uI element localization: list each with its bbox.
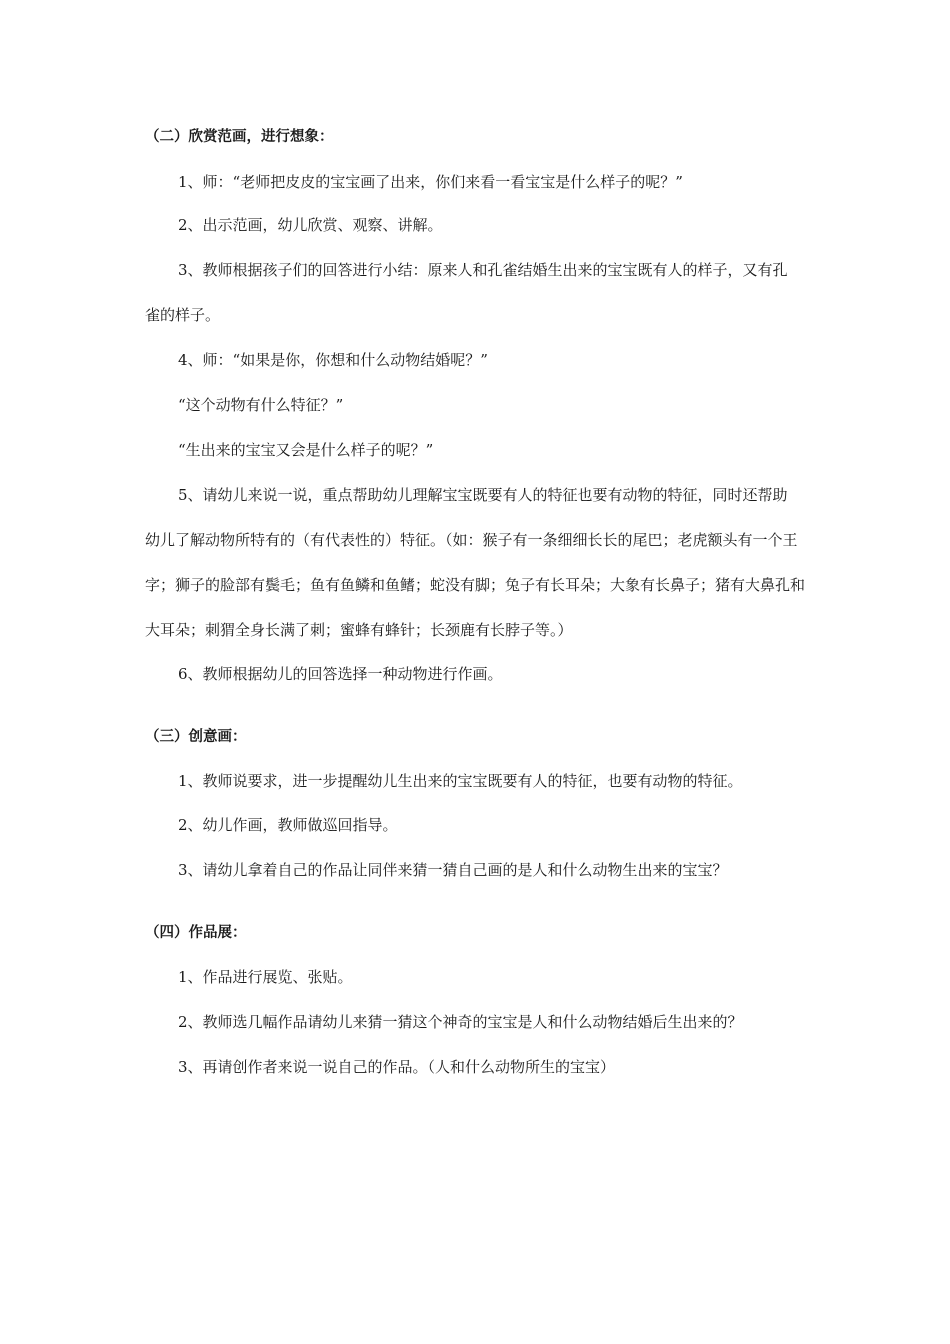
paragraph-line: 2、幼儿作画，教师做巡回指导。 [178, 816, 398, 834]
section-heading-2: （二）欣赏范画，进行想象： [145, 129, 334, 145]
paragraph-line: 3、请幼儿拿着自己的作品让同伴来猜一猜自己画的是人和什么动物生出来的宝宝？ [178, 861, 728, 879]
paragraph-line: “生出来的宝宝又会是什么样子的呢？” [178, 441, 434, 459]
paragraph-line: 3、再请创作者来说一说自己的作品。（人和什么动物所生的宝宝） [178, 1058, 616, 1076]
section-heading-4: （四）作品展： [145, 925, 247, 941]
paragraph-line: 幼儿了解动物所特有的（有代表性的）特征。（如：猴子有一条细细长长的尾巴；老虎额头有一个王 [145, 531, 798, 549]
section-heading-3: （三）创意画： [145, 729, 247, 745]
paragraph-line: 5、请幼儿来说一说，重点帮助幼儿理解宝宝既要有人的特征也要有动物的特征，同时还帮助 [178, 486, 788, 504]
paragraph-line: 雀的样子。 [145, 306, 221, 324]
paragraph-line: 1、教师说要求，进一步提醒幼儿生出来的宝宝既要有人的特征，也要有动物的特征。 [178, 772, 743, 790]
paragraph-line: 字；狮子的脸部有鬓毛；鱼有鱼鳞和鱼鳍；蛇没有脚；兔子有长耳朵；大象有长鼻子；猪有大鼻孔和 [145, 576, 806, 594]
paragraph-line: 大耳朵；刺猬全身长满了刺；蜜蜂有蜂针；长颈鹿有长脖子等。） [145, 621, 573, 639]
paragraph-line: 1、师：“老师把皮皮的宝宝画了出来，你们来看一看宝宝是什么样子的呢？” [178, 173, 683, 191]
paragraph-line: 2、出示范画，幼儿欣赏、观察、讲解。 [178, 216, 443, 234]
paragraph-line: “这个动物有什么特征？” [178, 396, 344, 414]
paragraph-line: 1、作品进行展览、张贴。 [178, 968, 353, 986]
paragraph-line: 4、师：“如果是你，你想和什么动物结婚呢？” [178, 351, 488, 369]
paragraph-line: 6、教师根据幼儿的回答选择一种动物进行作画。 [178, 665, 503, 683]
paragraph-line: 3、教师根据孩子们的回答进行小结：原来人和孔雀结婚生出来的宝宝既有人的样子，又有孔 [178, 261, 788, 279]
paragraph-line: 2、教师选几幅作品请幼儿来猜一猜这个神奇的宝宝是人和什么动物结婚后生出来的？ [178, 1013, 743, 1031]
